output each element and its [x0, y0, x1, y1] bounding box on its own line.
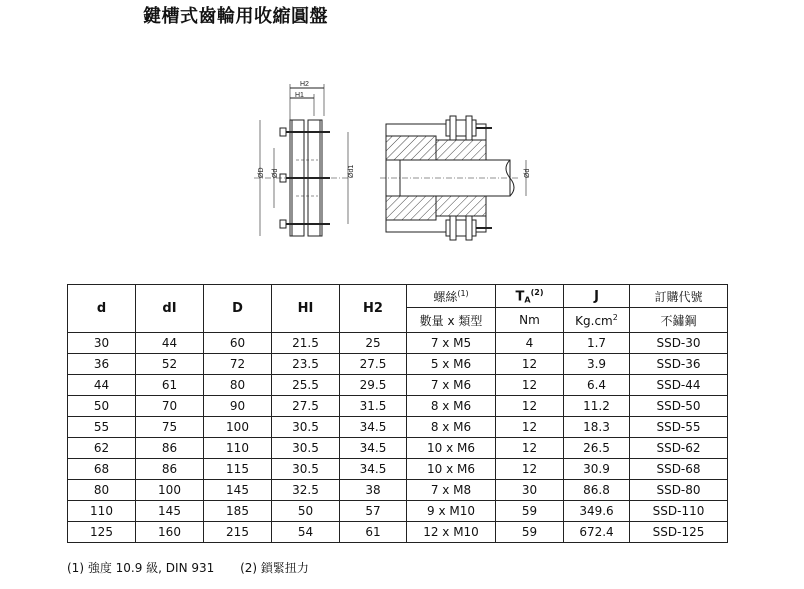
header-ta-unit: Nm	[496, 308, 564, 333]
table-row	[68, 417, 728, 438]
cell-d1: 75	[136, 417, 204, 438]
header-H2: H2	[340, 285, 407, 333]
footnotes	[67, 559, 331, 576]
cell-D: 185	[204, 501, 272, 522]
cell-d1: 86	[136, 438, 204, 459]
cell-d1: 86	[136, 459, 204, 480]
table-row	[68, 375, 728, 396]
cell-d: 55	[68, 417, 136, 438]
cell-H2: 34.5	[340, 459, 407, 480]
table-row	[68, 480, 728, 501]
cell-j: 3.9	[564, 354, 630, 375]
cell-H1: 30.5	[272, 459, 340, 480]
header-order-sub: 不鏽鋼	[630, 308, 728, 333]
cell-ta: 12	[496, 396, 564, 417]
header-order: 訂購代號	[630, 285, 728, 308]
dim-phi-D-label: ØD	[258, 167, 265, 178]
spec-table-body	[68, 333, 728, 543]
cell-H1: 54	[272, 522, 340, 543]
cell-j: 18.3	[564, 417, 630, 438]
cell-ta: 12	[496, 375, 564, 396]
cell-D: 80	[204, 375, 272, 396]
table-row	[68, 459, 728, 480]
cell-order: SSD-36	[630, 354, 728, 375]
cell-j: 26.5	[564, 438, 630, 459]
cell-ta: 12	[496, 417, 564, 438]
cell-screw: 7 x M6	[407, 375, 496, 396]
spec-table	[67, 284, 728, 543]
dim-h1-label: H1	[295, 92, 304, 99]
cell-ta: 12	[496, 354, 564, 375]
cell-H1: 32.5	[272, 480, 340, 501]
cell-ta: 4	[496, 333, 564, 354]
cell-screw: 10 x M6	[407, 438, 496, 459]
cell-d1: 70	[136, 396, 204, 417]
cell-D: 115	[204, 459, 272, 480]
page-title: 鍵槽式齒輪用收縮圓盤	[143, 6, 328, 27]
footnote-1: (1) 強度 10.9 級, DIN 931	[67, 561, 215, 575]
header-d1: dI	[136, 285, 204, 333]
cell-d: 110	[68, 501, 136, 522]
cell-H1: 30.5	[272, 438, 340, 459]
cell-D: 90	[204, 396, 272, 417]
cell-order: SSD-68	[630, 459, 728, 480]
cell-d1: 145	[136, 501, 204, 522]
cell-order: SSD-30	[630, 333, 728, 354]
cell-H2: 34.5	[340, 417, 407, 438]
cell-d: 44	[68, 375, 136, 396]
cell-d: 125	[68, 522, 136, 543]
section-view	[380, 116, 526, 240]
cell-d: 62	[68, 438, 136, 459]
cell-H1: 21.5	[272, 333, 340, 354]
cell-ta: 12	[496, 459, 564, 480]
cell-H1: 23.5	[272, 354, 340, 375]
table-row	[68, 438, 728, 459]
cell-H1: 30.5	[272, 417, 340, 438]
cell-d: 50	[68, 396, 136, 417]
cell-j: 11.2	[564, 396, 630, 417]
cell-H2: 34.5	[340, 438, 407, 459]
cell-D: 72	[204, 354, 272, 375]
cell-H2: 31.5	[340, 396, 407, 417]
cell-D: 100	[204, 417, 272, 438]
cell-d: 68	[68, 459, 136, 480]
cell-H1: 27.5	[272, 396, 340, 417]
cell-screw: 8 x M6	[407, 396, 496, 417]
cell-ta: 30	[496, 480, 564, 501]
table-row	[68, 396, 728, 417]
dim-h2-label: H2	[300, 81, 309, 88]
cell-H1: 50	[272, 501, 340, 522]
cell-order: SSD-80	[630, 480, 728, 501]
dim-phi-d-right-label: Ød	[524, 168, 531, 178]
cell-H2: 27.5	[340, 354, 407, 375]
cell-screw: 8 x M6	[407, 417, 496, 438]
cell-order: SSD-125	[630, 522, 728, 543]
cell-d: 80	[68, 480, 136, 501]
table-row	[68, 501, 728, 522]
cell-screw: 12 x M10	[407, 522, 496, 543]
cell-D: 145	[204, 480, 272, 501]
cell-order: SSD-62	[630, 438, 728, 459]
table-row	[68, 354, 728, 375]
cell-D: 110	[204, 438, 272, 459]
table-row	[68, 333, 728, 354]
cell-j: 6.4	[564, 375, 630, 396]
cell-ta: 12	[496, 438, 564, 459]
cell-screw: 7 x M8	[407, 480, 496, 501]
cell-D: 215	[204, 522, 272, 543]
cell-j: 30.9	[564, 459, 630, 480]
cell-d1: 100	[136, 480, 204, 501]
side-view	[254, 84, 350, 236]
header-screw: 螺絲$^{(1)}$	[407, 285, 496, 308]
cell-j: 86.8	[564, 480, 630, 501]
header-d: d	[68, 285, 136, 333]
cell-order: SSD-44	[630, 375, 728, 396]
cell-H2: 61	[340, 522, 407, 543]
dim-phi-d1-label: Ød1	[348, 164, 355, 178]
header-screw-sub: 數量 x 類型	[407, 308, 496, 333]
cell-H2: 25	[340, 333, 407, 354]
header-D: D	[204, 285, 272, 333]
cell-H2: 57	[340, 501, 407, 522]
dim-phi-d-label: Ød	[272, 168, 279, 178]
footnote-2: (2) 鎖緊扭力	[240, 561, 309, 575]
cell-order: SSD-55	[630, 417, 728, 438]
cell-H2: 38	[340, 480, 407, 501]
cell-d1: 44	[136, 333, 204, 354]
technical-drawing	[240, 76, 540, 246]
cell-j: 349.6	[564, 501, 630, 522]
cell-H1: 25.5	[272, 375, 340, 396]
cell-order: SSD-110	[630, 501, 728, 522]
cell-order: SSD-50	[630, 396, 728, 417]
cell-ta: 59	[496, 501, 564, 522]
header-j-unit: $Kg.cm^2$	[564, 308, 630, 333]
cell-d: 36	[68, 354, 136, 375]
table-row	[68, 522, 728, 543]
cell-d1: 52	[136, 354, 204, 375]
cell-screw: 7 x M5	[407, 333, 496, 354]
cell-screw: 9 x M10	[407, 501, 496, 522]
cell-D: 60	[204, 333, 272, 354]
cell-d1: 160	[136, 522, 204, 543]
header-H1: HI	[272, 285, 340, 333]
cell-screw: 5 x M6	[407, 354, 496, 375]
cell-ta: 59	[496, 522, 564, 543]
header-ta: $T_A^{(2)}$	[496, 285, 564, 308]
cell-H2: 29.5	[340, 375, 407, 396]
header-j: J	[564, 285, 630, 308]
cell-screw: 10 x M6	[407, 459, 496, 480]
cell-j: 672.4	[564, 522, 630, 543]
cell-d: 30	[68, 333, 136, 354]
cell-j: 1.7	[564, 333, 630, 354]
cell-d1: 61	[136, 375, 204, 396]
